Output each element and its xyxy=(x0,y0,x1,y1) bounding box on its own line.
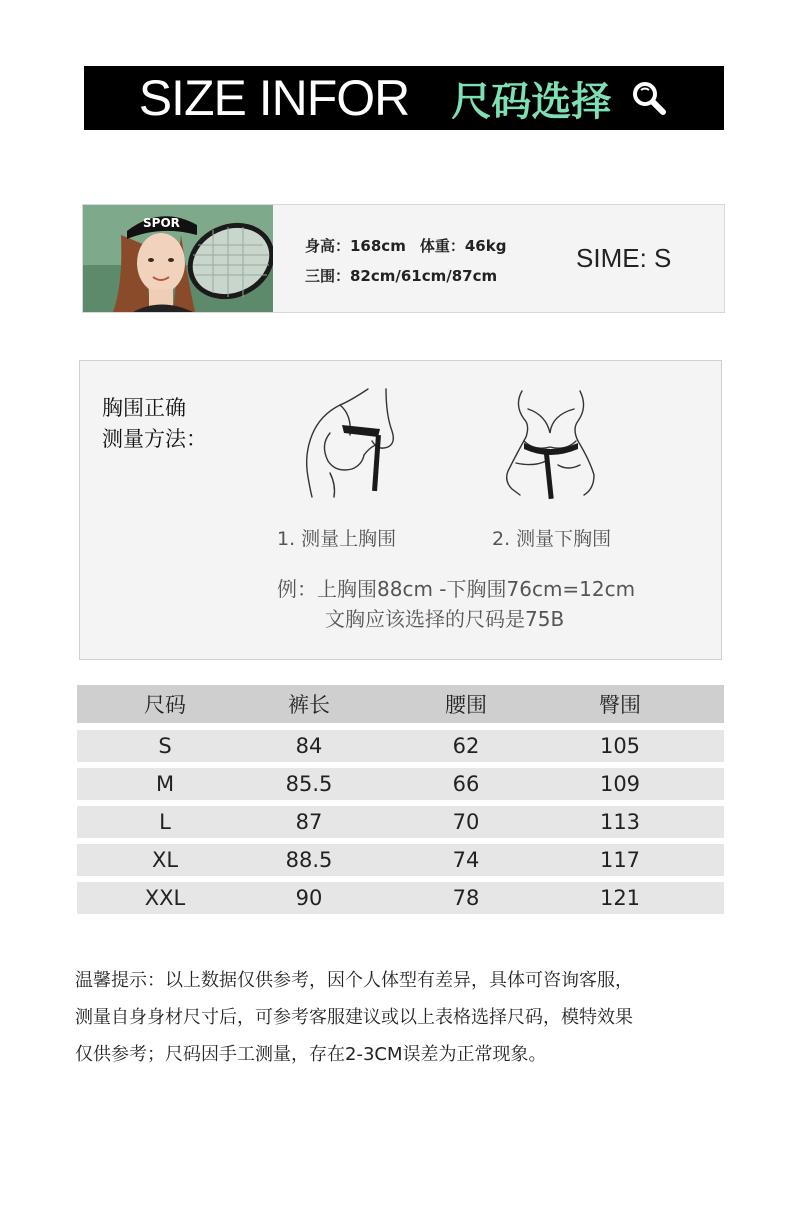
cell-hip: 113 xyxy=(599,810,641,834)
tips-line3: 仅供参考；尺码因手工测量，存在2-3CM误差为正常现象。 xyxy=(75,1044,547,1065)
header-hip: 臀围 xyxy=(599,693,641,717)
cell-hip: 121 xyxy=(599,886,641,910)
table-row xyxy=(77,844,724,876)
cell-pants-length: 85.5 xyxy=(285,772,333,796)
cell-size: S xyxy=(158,734,172,758)
under-bust-figure xyxy=(494,385,604,505)
svg-text:SPOR: SPOR xyxy=(143,216,180,230)
bust-title-line2: 测量方法： xyxy=(102,427,207,451)
caption-under-bust: 2. 测量下胸围 xyxy=(492,528,612,550)
table-row xyxy=(77,806,724,838)
model-measurements xyxy=(305,231,520,291)
cell-size: L xyxy=(159,810,171,834)
cell-waist: 74 xyxy=(452,848,480,872)
model-weight: 体重：46kg xyxy=(419,237,507,255)
cell-pants-length: 88.5 xyxy=(285,848,333,872)
banner-title-en: SIZE INFOR xyxy=(138,70,410,126)
search-icon xyxy=(629,78,669,118)
cell-waist: 62 xyxy=(452,734,480,758)
table-header-row xyxy=(77,685,724,723)
table-row xyxy=(77,882,724,914)
model-info-card xyxy=(82,204,725,313)
cell-pants-length: 87 xyxy=(295,810,323,834)
bust-title-line1: 胸围正确 xyxy=(102,396,186,420)
tips-line2: 测量自身身材尺寸后，可参考客服建议或以上表格选择尺码，模特效果 xyxy=(75,1007,633,1028)
tips-line1: 温馨提示：以上数据仅供参考，因个人体型有差异，具体可咨询客服， xyxy=(75,970,633,991)
tips-text xyxy=(75,962,735,1073)
banner-title-cn: 尺码选择 xyxy=(451,78,612,125)
model-three-sizes: 三围：82cm/61cm/87cm xyxy=(305,267,498,285)
cell-hip: 109 xyxy=(599,772,641,796)
bust-measurement-guide xyxy=(79,360,722,660)
size-info-banner xyxy=(84,66,724,130)
bust-guide-title xyxy=(102,393,207,455)
cell-size: XL xyxy=(151,848,179,872)
cell-pants-length: 90 xyxy=(295,886,323,910)
header-size: 尺码 xyxy=(144,693,186,717)
header-pants-length: 裤长 xyxy=(288,693,330,717)
header-waist: 腰围 xyxy=(445,693,487,717)
model-height: 身高：168cm xyxy=(305,237,406,255)
table-row xyxy=(77,730,724,762)
upper-bust-figure xyxy=(290,385,400,505)
cell-waist: 70 xyxy=(452,810,480,834)
caption-upper-bust: 1. 测量上胸围 xyxy=(277,528,397,550)
example-calculation: 例：上胸围88cm -下胸围76cm=12cm xyxy=(277,577,636,601)
cell-waist: 78 xyxy=(452,886,480,910)
size-table xyxy=(77,685,724,920)
model-photo xyxy=(83,205,273,312)
table-row xyxy=(77,768,724,800)
cell-hip: 105 xyxy=(599,734,641,758)
model-size: SIME: S xyxy=(576,243,672,273)
example-result: 文胸应该选择的尺码是75B xyxy=(325,607,565,631)
cell-waist: 66 xyxy=(452,772,480,796)
cell-hip: 117 xyxy=(599,848,641,872)
cell-pants-length: 84 xyxy=(295,734,323,758)
cell-size: XXL xyxy=(144,886,186,910)
cell-size: M xyxy=(155,772,175,796)
